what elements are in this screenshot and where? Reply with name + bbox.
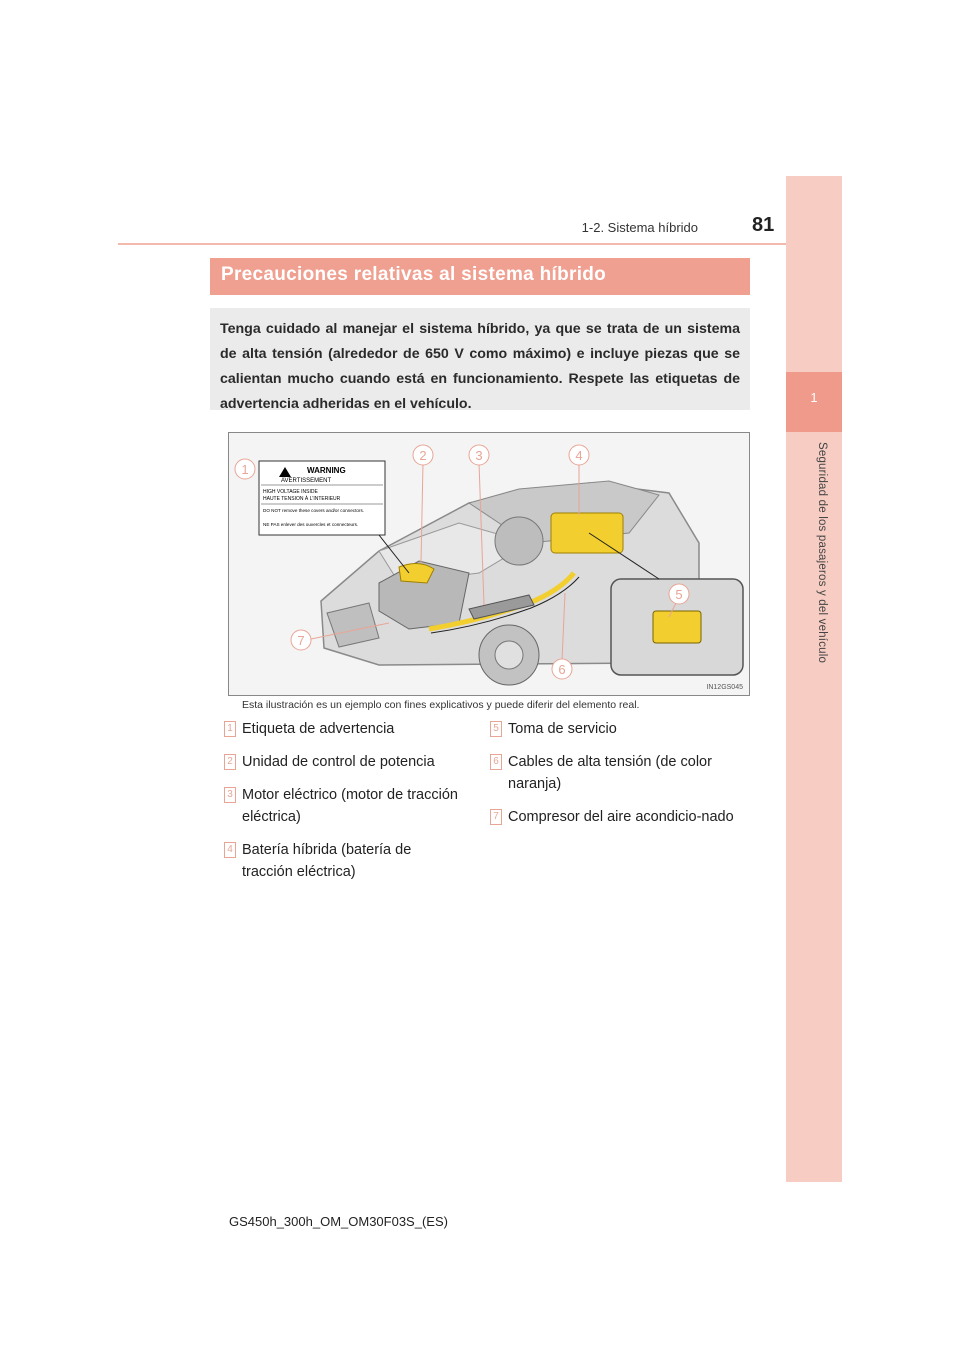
callout-6: 6	[558, 662, 566, 677]
label-ne-pas: NE PAS enlever des ouvercles et connecteurs.	[263, 522, 359, 527]
legend-left	[224, 718, 460, 894]
label-haute-tension: HAUTE TENSION À L'INTERIEUR	[263, 496, 341, 502]
legend-number-5: 5	[490, 721, 502, 737]
legend-text-2: Unidad de control de potencia	[242, 754, 435, 770]
hybrid-system-illustration	[228, 432, 750, 696]
legend-number-2: 2	[224, 754, 236, 770]
section-label: 1-2. Sistema híbrido	[581, 220, 698, 235]
legend-item-5	[490, 718, 742, 740]
legend-text-5: Toma de servicio	[508, 721, 617, 737]
callout-7: 7	[297, 633, 305, 648]
label-warning: WARNING	[307, 466, 346, 475]
legend-number-7: 7	[490, 809, 502, 825]
figure-code: IN12GS045	[706, 684, 743, 691]
hybrid-battery	[551, 513, 623, 553]
legend-text-1: Etiqueta de advertencia	[242, 721, 395, 737]
label-do-not: DO NOT remove these covers and/or connectors.	[263, 508, 365, 513]
chapter-title: Seguridad de los pasajeros y del vehículo	[816, 442, 828, 664]
title-bar	[210, 258, 750, 295]
label-avertissement: AVERTISSEMENT	[281, 478, 332, 484]
legend-text-3: Motor eléctrico (motor de tracción eléctrica)	[242, 787, 458, 825]
legend-text-4: Batería híbrida (batería de tracción eléctrica)	[242, 842, 412, 880]
legend-number-6: 6	[490, 754, 502, 770]
car-diagram	[229, 433, 749, 695]
legend-item-2	[224, 751, 460, 773]
callout-4: 4	[575, 448, 583, 463]
legend-number-1: 1	[224, 721, 236, 737]
intro-text: Tenga cuidado al manejar el sistema híbrido, ya que se trata de un sistema de alta tensión (alrededor de 650 V como máximo) e incluye piezas que se calientan mucho cuando está en funcionamiento. Respete las etiquetas de advertencia adheridas en el vehículo.	[220, 321, 740, 412]
legend-item-4	[224, 839, 460, 883]
callout-1: 1	[241, 462, 249, 477]
legend-right	[490, 718, 742, 839]
callout-5: 5	[675, 587, 683, 602]
legend-text-6: Cables de alta tensión (de color naranja)	[508, 754, 712, 792]
legend-item-3	[224, 784, 460, 828]
figure-caption: Esta ilustración es un ejemplo con fines explicativos y puede diferir del elemento real.	[242, 699, 640, 711]
legend-item-7	[490, 806, 742, 828]
page-number: 81	[752, 214, 775, 236]
intro-box	[210, 308, 750, 410]
header-rule	[118, 243, 786, 245]
rear-wheel	[495, 517, 543, 565]
legend-text-7: Compresor del aire acondicio-nado	[508, 809, 734, 825]
callout-3: 3	[475, 448, 483, 463]
document-code: GS450h_300h_OM_OM30F03S_(ES)	[229, 1214, 448, 1229]
front-wheel-hub	[495, 641, 523, 669]
legend-item-6	[490, 751, 742, 795]
legend-number-3: 3	[224, 787, 236, 803]
legend-number-4: 4	[224, 842, 236, 858]
callout-2: 2	[419, 448, 427, 463]
service-plug	[653, 611, 701, 643]
chapter-number: 1	[810, 390, 818, 405]
page-title: Precauciones relativas al sistema híbrido	[221, 264, 607, 285]
label-high-voltage: HIGH VOLTAGE INSIDE	[263, 489, 318, 495]
chapter-tab	[786, 372, 842, 432]
legend-item-1	[224, 718, 460, 740]
